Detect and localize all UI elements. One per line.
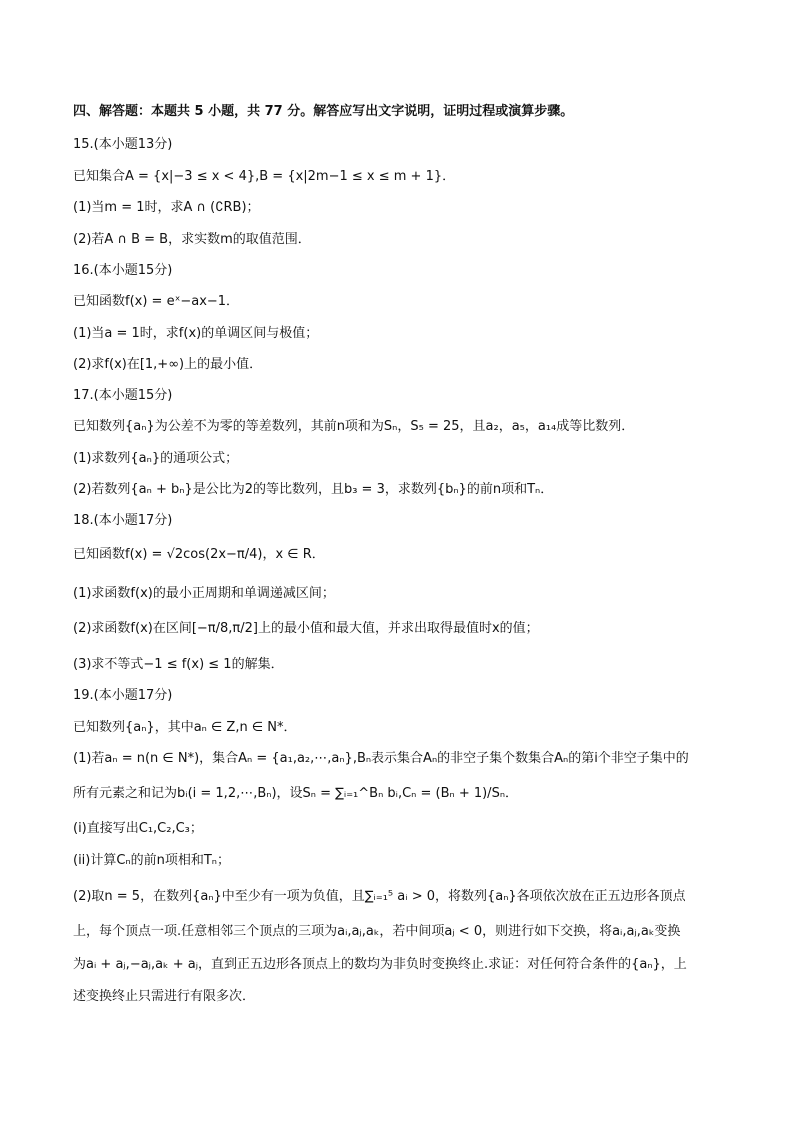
q19-subpart-i: (i)直接写出C₁,C₂,C₃； (73, 821, 203, 836)
q18-part2: (2)求函数f(x)在区间[−π/8,π/2]上的最小值和最大值，并求出取得最值时x的值； (73, 621, 539, 636)
q19-part2-line4: 述变换终止只需进行有限多次． (73, 989, 256, 1004)
q16-header: 16.(本小题15分) (73, 263, 173, 278)
q18-part3: (3)求不等式−1 ≤ f(x) ≤ 1的解集． (73, 657, 284, 672)
section-heading: 四、解答题：本题共 5 小题，共 77 分。解答应写出文字说明，证明过程或演算步骤。 (73, 104, 574, 119)
q15-part2: (2)若A ∩ B = B，求实数m的取值范围． (73, 232, 311, 247)
q19-stem: 已知数列{aₙ}，其中aₙ ∈ Z,n ∈ N*． (73, 720, 297, 735)
q16-part2: (2)求f(x)在[1,+∞)上的最小值． (73, 357, 263, 372)
q18-header: 18.(本小题17分) (73, 513, 173, 528)
q19-part1-line2: 所有元素之和记为bᵢ(i = 1,2,⋯,Bₙ)，设Sₙ = ∑ᵢ₌₁^Bₙ bᵢ,Cₙ = (Bₙ + 1)/Sₙ． (73, 786, 518, 801)
q15-header: 15.(本小题13分) (73, 137, 173, 152)
q17-part1: (1)求数列{aₙ}的通项公式； (73, 451, 239, 466)
q19-subpart-ii: (ii)计算Cₙ的前n项相和Tₙ； (73, 853, 230, 868)
q17-header: 17.(本小题15分) (73, 388, 173, 403)
q18-stem: 已知函数f(x) = √2cos(2x−π/4)，x ∈ R． (73, 547, 325, 562)
q18-part1: (1)求函数f(x)的最小正周期和单调递减区间； (73, 586, 335, 601)
q19-part2-line2: 上，每个顶点一项.任意相邻三个顶点的三项为aᵢ,aⱼ,aₖ，若中间项aⱼ < 0，则进行如下交换，将aᵢ,aⱼ,aₖ变换 (73, 924, 681, 939)
q19-part1-line1: (1)若aₙ = n(n ∈ N*)，集合Aₙ = {a₁,a₂,⋯,aₙ},Bₙ表示集合Aₙ的非空子集个数集合Aₙ的第i个非空子集中的 (73, 751, 689, 766)
q16-stem: 已知函数f(x) = eˣ−ax−1． (73, 294, 240, 309)
q15-stem: 已知集合A = {x|−3 ≤ x < 4},B = {x|2m−1 ≤ x ≤ m + 1}． (73, 169, 456, 184)
q15-part1: (1)当m = 1时，求A ∩ (∁RB)； (73, 200, 260, 215)
q19-part2-line1: (2)取n = 5，在数列{aₙ}中至少有一项为负值，且∑ᵢ₌₁⁵ aᵢ > 0，将数列{aₙ}各项依次放在正五边形各顶点 (73, 889, 686, 904)
q16-part1: (1)当a = 1时，求f(x)的单调区间与极值； (73, 326, 319, 341)
q19-part2-line3: 为aᵢ + aⱼ,−aⱼ,aₖ + aⱼ，直到正五边形各顶点上的数均为非负时变换终止.求证：对任何符合条件的{aₙ}，上 (73, 957, 687, 972)
q17-part2: (2)若数列{aₙ + bₙ}是公比为2的等比数列，且b₃ = 3，求数列{bₙ}的前n项和Tₙ． (73, 482, 554, 497)
q19-header: 19.(本小题17分) (73, 688, 173, 703)
q17-stem: 已知数列{aₙ}为公差不为零的等差数列，其前n项和为Sₙ，S₅ = 25，且a₂，a₅，a₁₄成等比数列． (73, 419, 635, 434)
